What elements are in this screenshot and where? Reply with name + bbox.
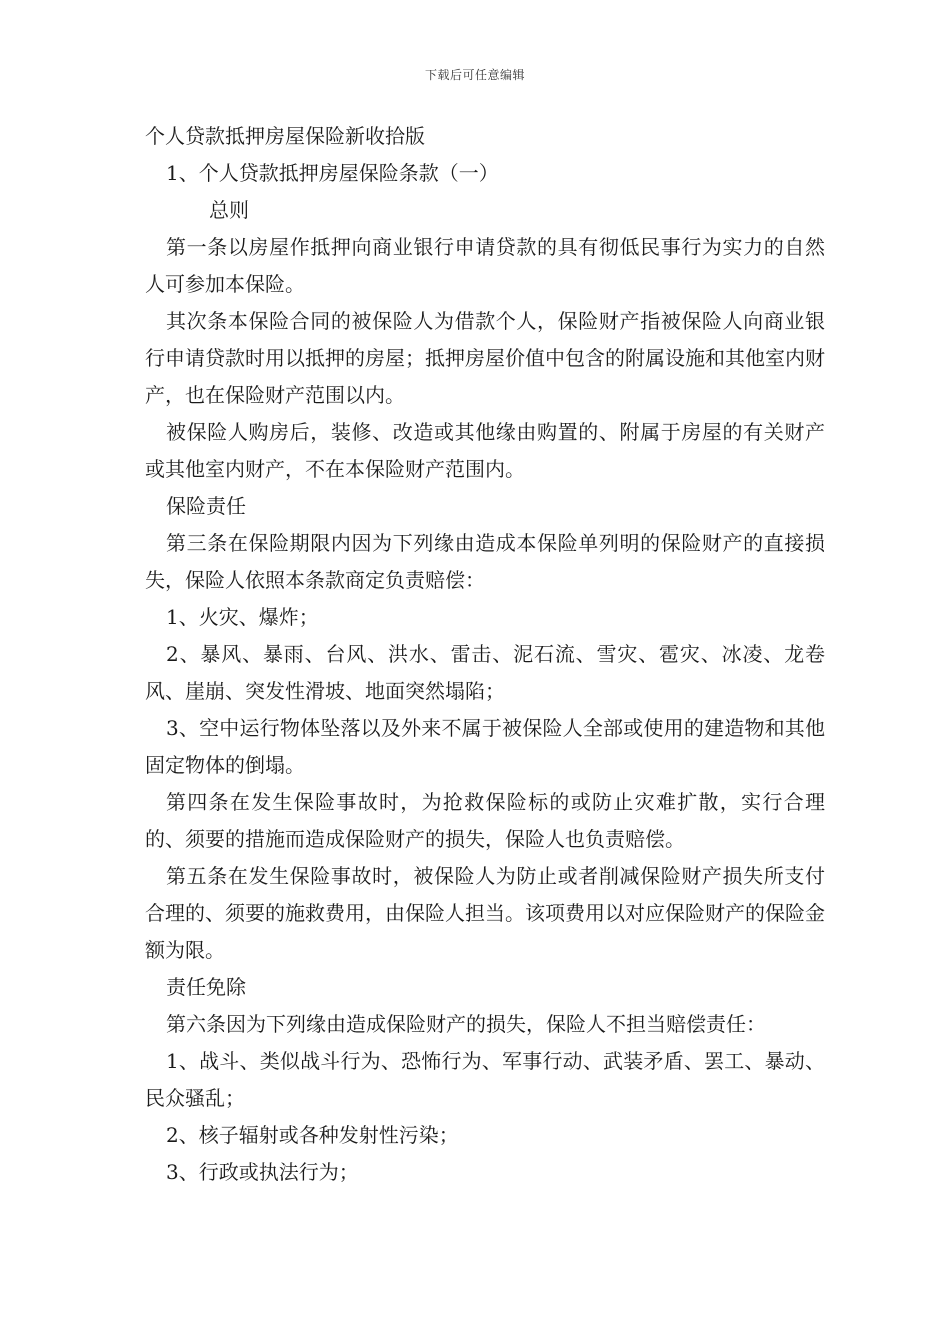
article-2: 其次条本保险合同的被保险人为借款个人，保险财产指被保险人向商业银行申请贷款时用以抵押的房屋；抵押房屋价值中包含的附属设施和其他室内财产，也在保险财产范围以内。 xyxy=(145,309,825,407)
article-3-item-1: 1、火灾、爆炸； xyxy=(166,605,319,629)
article-6-item-3: 3、行政或执法行为； xyxy=(166,1160,359,1184)
article-5: 第五条在发生保险事故时，被保险人为防止或者削减保险财产损失所支付合理的、须要的施救费用，由保险人担当。该项费用以对应保险财产的保险金额为限。 xyxy=(145,864,825,962)
article-1: 第一条以房屋作抵押向商业银行申请贷款的具有彻低民事行为实力的自然人可参加本保险。 xyxy=(145,235,825,296)
article-3: 第三条在保险期限内因为下列缘由造成本保险单列明的保险财产的直接损失，保险人依照本条款商定负责赔偿： xyxy=(145,531,825,592)
article-6: 第六条因为下列缘由造成保险财产的损失，保险人不担当赔偿责任： xyxy=(166,1012,766,1036)
article-2-note: 被保险人购房后，装修、改造或其他缘由购置的、附属于房屋的有关财产或其他室内财产，不在本保险财产范围内。 xyxy=(145,420,825,481)
section-heading: 1、个人贷款抵押房屋保险条款（一） xyxy=(166,161,499,185)
chapter-heading-exclusion: 责任免除 xyxy=(166,975,246,999)
article-6-item-2: 2、核子辐射或各种发射性污染； xyxy=(166,1123,459,1147)
article-3-item-3: 3、空中运行物体坠落以及外来不属于被保险人全部或使用的建造物和其他固定物体的倒塌。 xyxy=(145,716,825,777)
page-header-note: 下载后可任意编辑 xyxy=(424,68,525,82)
article-4: 第四条在发生保险事故时，为抢救保险标的或防止灾难扩散，实行合理的、须要的措施而造成保险财产的损失，保险人也负责赔偿。 xyxy=(145,790,825,851)
article-3-item-2: 2、暴风、暴雨、台风、洪水、雷击、泥石流、雪灾、雹灾、冰凌、龙卷风、崖崩、突发性滑坡、地面突然塌陷； xyxy=(145,642,825,703)
document-title: 个人贷款抵押房屋保险新收拾版 xyxy=(145,124,425,148)
article-6-item-1: 1、战斗、类似战斗行为、恐怖行为、军事行动、武装矛盾、罢工、暴动、民众骚乱； xyxy=(145,1049,825,1110)
chapter-heading-general: 总则 xyxy=(209,198,249,222)
chapter-heading-liability: 保险责任 xyxy=(166,494,246,518)
document-body xyxy=(145,118,825,1191)
